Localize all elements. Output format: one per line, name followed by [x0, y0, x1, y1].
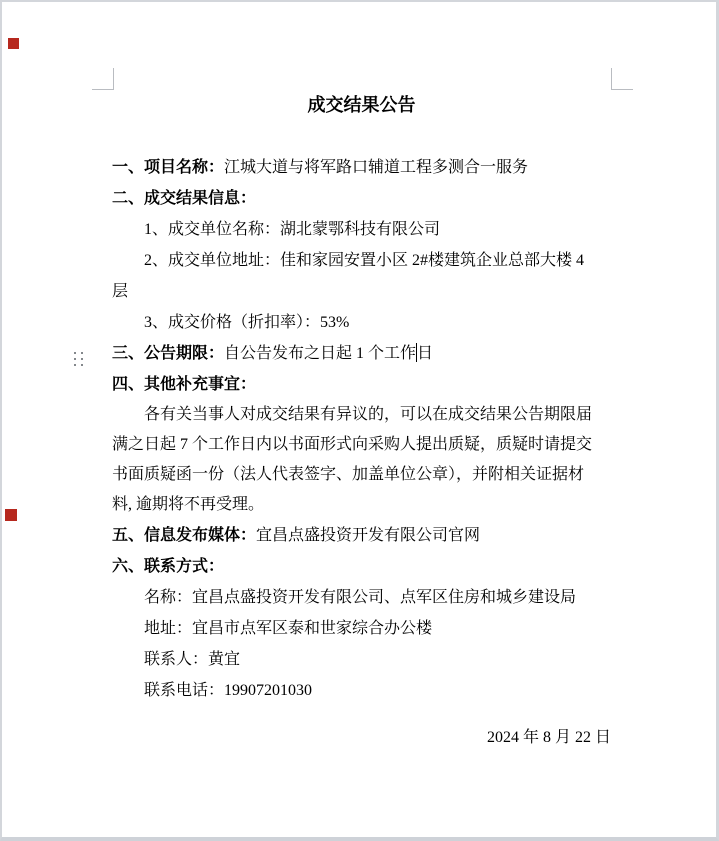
item-result-info[interactable] [112, 183, 611, 214]
item-notice-period-label: 三、公告期限： [112, 345, 225, 362]
item-publish-media[interactable] [112, 520, 611, 551]
objection-paragraph-line-3[interactable]: 书面质疑函一份（法人代表签字、加盖单位公章），并附相关证据材 [112, 466, 585, 483]
contact-address[interactable]: 地址：宜昌市点军区泰和世家综合办公楼 [144, 620, 433, 637]
item-other-matters-label: 四、其他补充事宜： [112, 376, 257, 393]
item-contact[interactable] [112, 551, 611, 582]
item-project-name-text: 江城大道与将军路口辅道工程多测合一服务 [224, 159, 529, 176]
item-notice-period-text-end: 日 [417, 345, 434, 362]
margin-corner-left-icon [92, 68, 114, 90]
item-publish-media-text: 宜昌点盛投资开发有限公司官网 [256, 527, 481, 544]
subitem-winner-name[interactable]: 1、成交单位名称：湖北蒙鄂科技有限公司 [144, 221, 441, 238]
document-title: 成交结果公告 [307, 95, 416, 115]
blank-line [112, 121, 611, 152]
document-content [112, 90, 611, 753]
red-square-marker-top [8, 38, 19, 49]
item-notice-period[interactable] [112, 338, 611, 369]
paragraph-drag-handle-icon[interactable] [74, 347, 85, 362]
item-contact-label: 六、联系方式： [112, 558, 225, 575]
subitem-price[interactable]: 3、成交价格（折扣率）：53% [144, 314, 350, 331]
document-date[interactable]: 2024 年 8 月 22 日 [486, 729, 611, 746]
red-square-marker-middle [5, 509, 17, 521]
objection-paragraph-line-4[interactable]: 料, 逾期将不再受理。 [112, 496, 265, 513]
subitem-winner-address[interactable]: 2、成交单位地址：佳和家园安置小区 2#楼建筑企业总部大楼 4 [144, 252, 585, 269]
item-notice-period-text: 自公告发布之日起 1 个工作 [224, 345, 417, 362]
objection-paragraph-line-1[interactable]: 各有关当事人对成交结果有异议的，可以在成交结果公告期限届 [144, 406, 593, 423]
contact-name[interactable]: 名称：宜昌点盛投资开发有限公司、点军区住房和城乡建设局 [144, 589, 577, 606]
contact-person[interactable]: 联系人：黄宜 [144, 651, 241, 668]
item-project-name-label: 一、项目名称： [112, 159, 225, 176]
contact-phone[interactable]: 联系电话：19907201030 [144, 682, 313, 699]
item-publish-media-label: 五、信息发布媒体： [112, 527, 257, 544]
objection-paragraph-line-2[interactable]: 满之日起 7 个工作日内以书面形式向采购人提出质疑，质疑时请提交 [112, 436, 593, 453]
subitem-winner-address-wrap[interactable]: 层 [112, 283, 129, 300]
item-other-matters[interactable] [112, 369, 611, 400]
item-result-info-label: 二、成交结果信息： [112, 190, 257, 207]
margin-corner-right-icon [611, 68, 633, 90]
item-project-name[interactable] [112, 152, 611, 183]
